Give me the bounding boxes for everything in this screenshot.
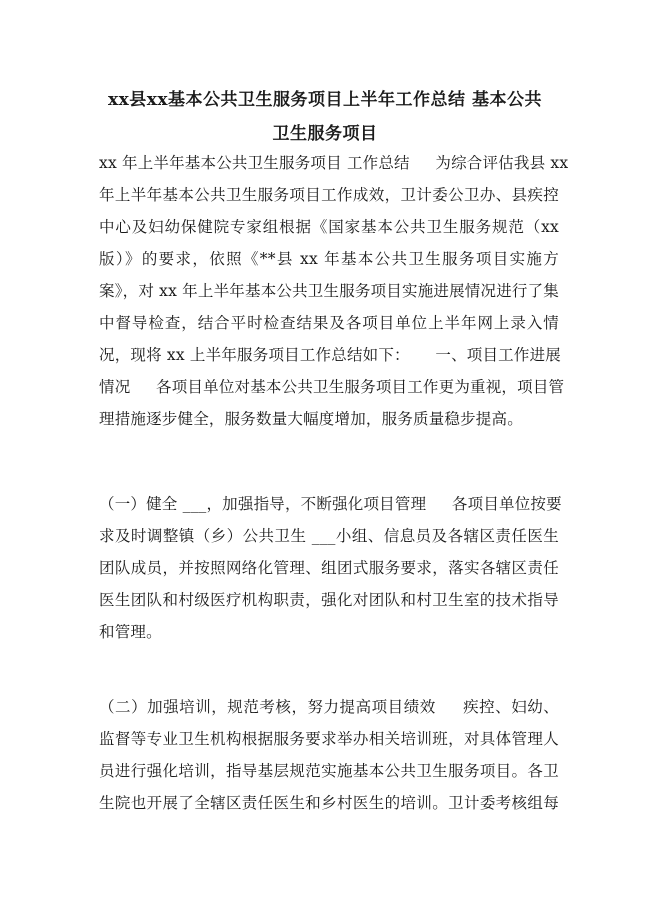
section-1-line: 和管理。 [99,623,162,641]
section-1-line: 医生团队和村级医疗机构职责，强化对团队和村卫生室的技术指导 [99,591,559,609]
body-line: 版）》的要求，依照《**县 xx 年基本公共卫生服务项目实施方 [99,250,559,268]
section-1-line: 团队成员，并按照网络化管理、组团式服务要求，落实各辖区责任 [99,559,559,577]
title-line-1: xx县xx基本公共卫生服务项目上半年工作总结 基本公共 [108,90,542,110]
title-line-2: 卫生服务项目 [272,124,378,144]
section-2-line: 员进行强化培训，指导基层规范实施基本公共卫生服务项目。各卫 [99,762,559,780]
body-line: xx 年上半年基本公共卫生服务项目 工作总结 为综合评估我县 xx [99,154,569,172]
section-1-line: （一）健全 ___，加强指导，不断强化项目管理 各项目单位按要 [99,495,562,513]
body-line: 年上半年基本公共卫生服务项目工作成效，卫计委公卫办、县疾控 [99,186,559,204]
body-line: 中心及妇幼保健院专家组根据《国家基本公共卫生服务规范（xx [99,218,559,236]
section-1-line: 求及时调整镇（乡）公共卫生 ___小组、信息员及各辖区责任医生 [99,527,559,545]
body-line: 况，现将 xx 上半年服务项目工作总结如下： 一、项目工作进展 [99,346,561,364]
body-line: 中督导检查，结合平时检查结果及各项目单位上半年网上录入情 [99,314,559,332]
body-line: 情况 各项目单位对基本公共卫生服务项目工作更为重视，项目管 [99,378,565,396]
section-2-line: （二）加强培训，规范考核，努力提高项目绩效 疾控、妇幼、 [99,698,559,716]
body-line: 案》，对 xx 年上半年基本公共卫生服务项目实施进展情况进行了集 [99,282,559,300]
section-2-line: 监督等专业卫生机构根据服务要求举办相关培训班，对具体管理人 [99,730,559,748]
body-line: 理措施逐步健全，服务数量大幅度增加，服务质量稳步提高。 [99,410,523,428]
document-title [90,83,560,151]
section-2-line: 生院也开展了全辖区责任医生和乡村医生的培训。卫计委考核组每 [99,794,559,812]
